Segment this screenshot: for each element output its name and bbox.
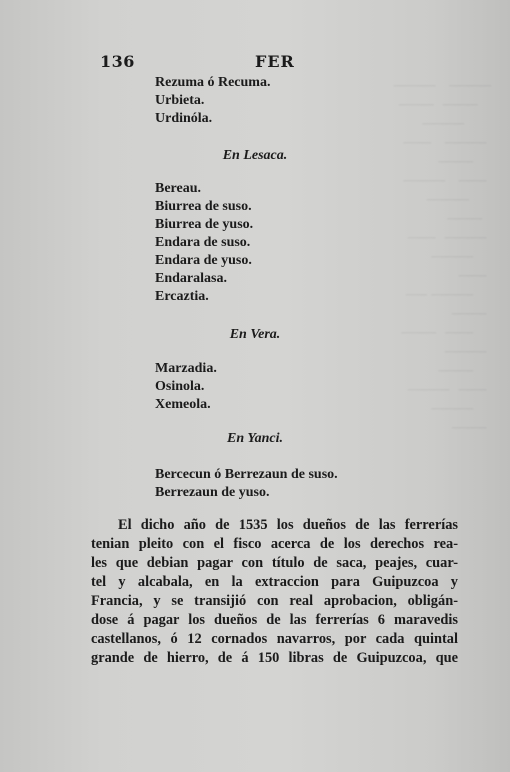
show-through-texture: ______ ______ _____ _____ ______ ______ ____ _____ ____ ______ ______ _____ ______ ____ ______ ____ ______ ___ _____ ____ _____ ______ _____ ____ ______ ______ _____ xyxy=(393,71,492,429)
paragraph-line: dose á pagar los dueños de las ferrerías 6 maravedis xyxy=(91,612,458,628)
list-item: Marzadia. xyxy=(155,361,217,376)
paragraph-line: tel y alcabala, en la extraccion para Guipuzcoa y xyxy=(91,574,458,590)
list-item: Xemeola. xyxy=(155,397,211,412)
paragraph-line: Francia, y se transijió con real aprobacion, obligán- xyxy=(91,593,458,609)
running-head: FER xyxy=(255,52,295,71)
section-heading-lesaca: En Lesaca. xyxy=(222,148,288,163)
section-heading-vera: En Vera. xyxy=(229,327,281,342)
list-item: Bereau. xyxy=(155,181,202,196)
list-item: Endara de suso. xyxy=(155,235,251,250)
list-item: Biurrea de yuso. xyxy=(155,217,254,232)
list-item: Berrezaun de yuso. xyxy=(155,485,270,500)
list-item: Biurrea de suso. xyxy=(155,199,252,214)
list-item: Urdinóla. xyxy=(155,111,213,126)
list-item: Urbieta. xyxy=(155,93,205,108)
list-item: Osinola. xyxy=(155,379,205,394)
list-item: Ercaztia. xyxy=(155,289,209,304)
paragraph-line: castellanos, ó 12 cornados navarros, por cada quintal xyxy=(91,631,458,647)
paragraph-line: grande de hierro, de á 150 libras de Guipuzcoa, que xyxy=(91,650,458,666)
page-number: 136 xyxy=(100,52,135,71)
paragraph-line: El dicho año de 1535 los dueños de las ferrerías xyxy=(118,517,458,533)
body-paragraph xyxy=(91,516,458,668)
list-item: Bercecun ó Berrezaun de suso. xyxy=(155,467,338,482)
paragraph-line: les que debian pagar con título de saca, peajes, cuar- xyxy=(91,555,458,571)
paragraph-line: tenian pleito con el fisco acerca de los derechos rea- xyxy=(91,536,458,552)
list-item: Endara de yuso. xyxy=(155,253,252,268)
page-header xyxy=(100,52,440,72)
list-item: Endaralasa. xyxy=(155,271,227,286)
section-heading-yanci: En Yanci. xyxy=(226,431,284,446)
list-item: Rezuma ó Recuma. xyxy=(155,75,271,90)
